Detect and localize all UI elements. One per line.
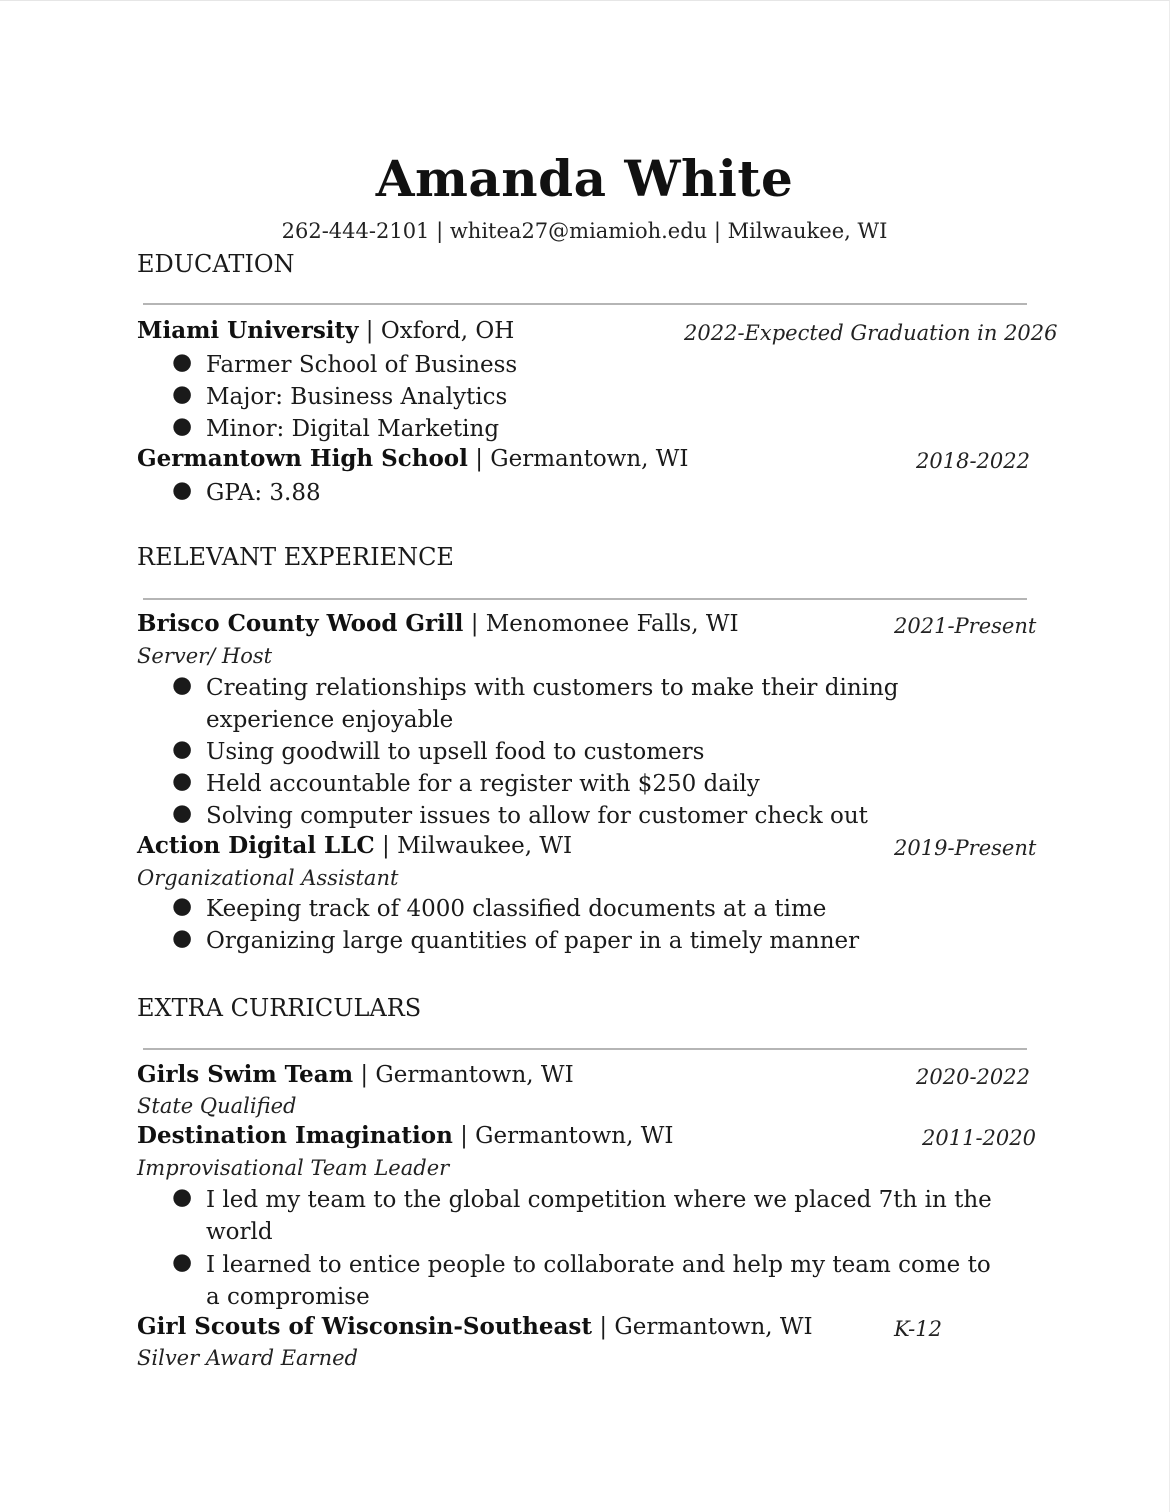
- bullet-item: ● GPA: 3.88: [172, 477, 321, 506]
- entry-location: | Germantown, WI: [452, 1123, 674, 1149]
- entry-location: | Germantown, WI: [592, 1314, 813, 1340]
- entry-location: | Milwaukee, WI: [374, 833, 573, 859]
- entry-role: Silver Award Earned: [137, 1346, 358, 1370]
- entry-dates: 2019-Present: [894, 836, 1037, 860]
- bullet-item: ● Farmer School of Business: [172, 349, 518, 378]
- entry-dates: 2011-2020: [922, 1126, 1036, 1150]
- entry-location: | Germantown, WI: [353, 1062, 574, 1088]
- contact-line: 262-444-2101 | whitea27@miamioh.edu | Milwaukee, WI: [281, 219, 888, 243]
- bullet-item: ● I led my team to the global competition where we placed 7th in the world: [172, 1184, 992, 1245]
- entry-org: Destination Imagination: [137, 1122, 453, 1149]
- bullet-icon: ●: [172, 349, 193, 375]
- bullet-icon: ●: [172, 381, 193, 407]
- entry-role: Organizational Assistant: [137, 866, 399, 890]
- entry-header: [137, 610, 739, 637]
- section-heading-experience: RELEVANT EXPERIENCE: [137, 543, 454, 571]
- entry-dates: 2021-Present: [894, 614, 1037, 638]
- bullet-icon: ●: [172, 925, 193, 951]
- bullet-icon: ●: [172, 672, 193, 698]
- entry-org: Action Digital LLC: [137, 832, 375, 859]
- entry-org: Germantown High School: [137, 445, 468, 472]
- entry-header: [137, 1122, 673, 1149]
- entry-dates: 2020-2022: [916, 1065, 1030, 1089]
- section-divider: [143, 598, 1027, 600]
- bullet-item: ● Major: Business Analytics: [172, 381, 508, 410]
- entry-dates: 2018-2022: [916, 449, 1030, 473]
- bullet-item: ● Creating relationships with customers to make their dining experience enjoyable: [172, 672, 899, 733]
- bullet-icon: ●: [172, 1184, 193, 1210]
- entry-header: [137, 1061, 574, 1088]
- entry-org: Brisco County Wood Grill: [137, 610, 464, 637]
- entry-location: | Menomonee Falls, WI: [463, 611, 739, 637]
- entry-header: [137, 317, 514, 344]
- bullet-item: ● Using goodwill to upsell food to customers: [172, 736, 705, 765]
- section-divider: [143, 1048, 1027, 1050]
- bullet-icon: ●: [172, 893, 193, 919]
- bullet-item: ● I learned to entice people to collaborate and help my team come to a compromise: [172, 1249, 991, 1310]
- entry-dates: K-12: [894, 1317, 942, 1341]
- entry-location: | Oxford, OH: [358, 318, 515, 344]
- bullet-icon: ●: [172, 768, 193, 794]
- bullet-item: ● Keeping track of 4000 classified documents at a time: [172, 893, 827, 922]
- bullet-icon: ●: [172, 736, 193, 762]
- section-divider: [143, 303, 1027, 305]
- entry-org: Miami University: [137, 317, 359, 344]
- bullet-icon: ●: [172, 1249, 193, 1275]
- entry-header: [137, 445, 689, 472]
- entry-dates: 2022-Expected Graduation in 2026: [684, 321, 1058, 345]
- bullet-item: ● Solving computer issues to allow for customer check out: [172, 800, 868, 829]
- section-heading-extracurriculars: EXTRA CURRICULARS: [137, 994, 422, 1022]
- entry-role: State Qualified: [137, 1094, 297, 1118]
- bullet-item: ● Held accountable for a register with $250 daily: [172, 768, 760, 797]
- bullet-item: ● Minor: Digital Marketing: [172, 413, 500, 442]
- section-heading-education: EDUCATION: [137, 250, 295, 278]
- bullet-icon: ●: [172, 413, 193, 439]
- entry-org: Girls Swim Team: [137, 1061, 354, 1088]
- bullet-item: ● Organizing large quantities of paper in a timely manner: [172, 925, 860, 954]
- entry-org: Girl Scouts of Wisconsin-Southeast: [137, 1313, 593, 1340]
- entry-header: [137, 832, 572, 859]
- entry-location: | Germantown, WI: [467, 446, 689, 472]
- resume-name: Amanda White: [375, 149, 794, 208]
- entry-role: Server/ Host: [137, 644, 273, 668]
- entry-role: Improvisational Team Leader: [137, 1156, 450, 1180]
- entry-header: [137, 1313, 813, 1340]
- bullet-icon: ●: [172, 800, 193, 826]
- bullet-icon: ●: [172, 477, 193, 503]
